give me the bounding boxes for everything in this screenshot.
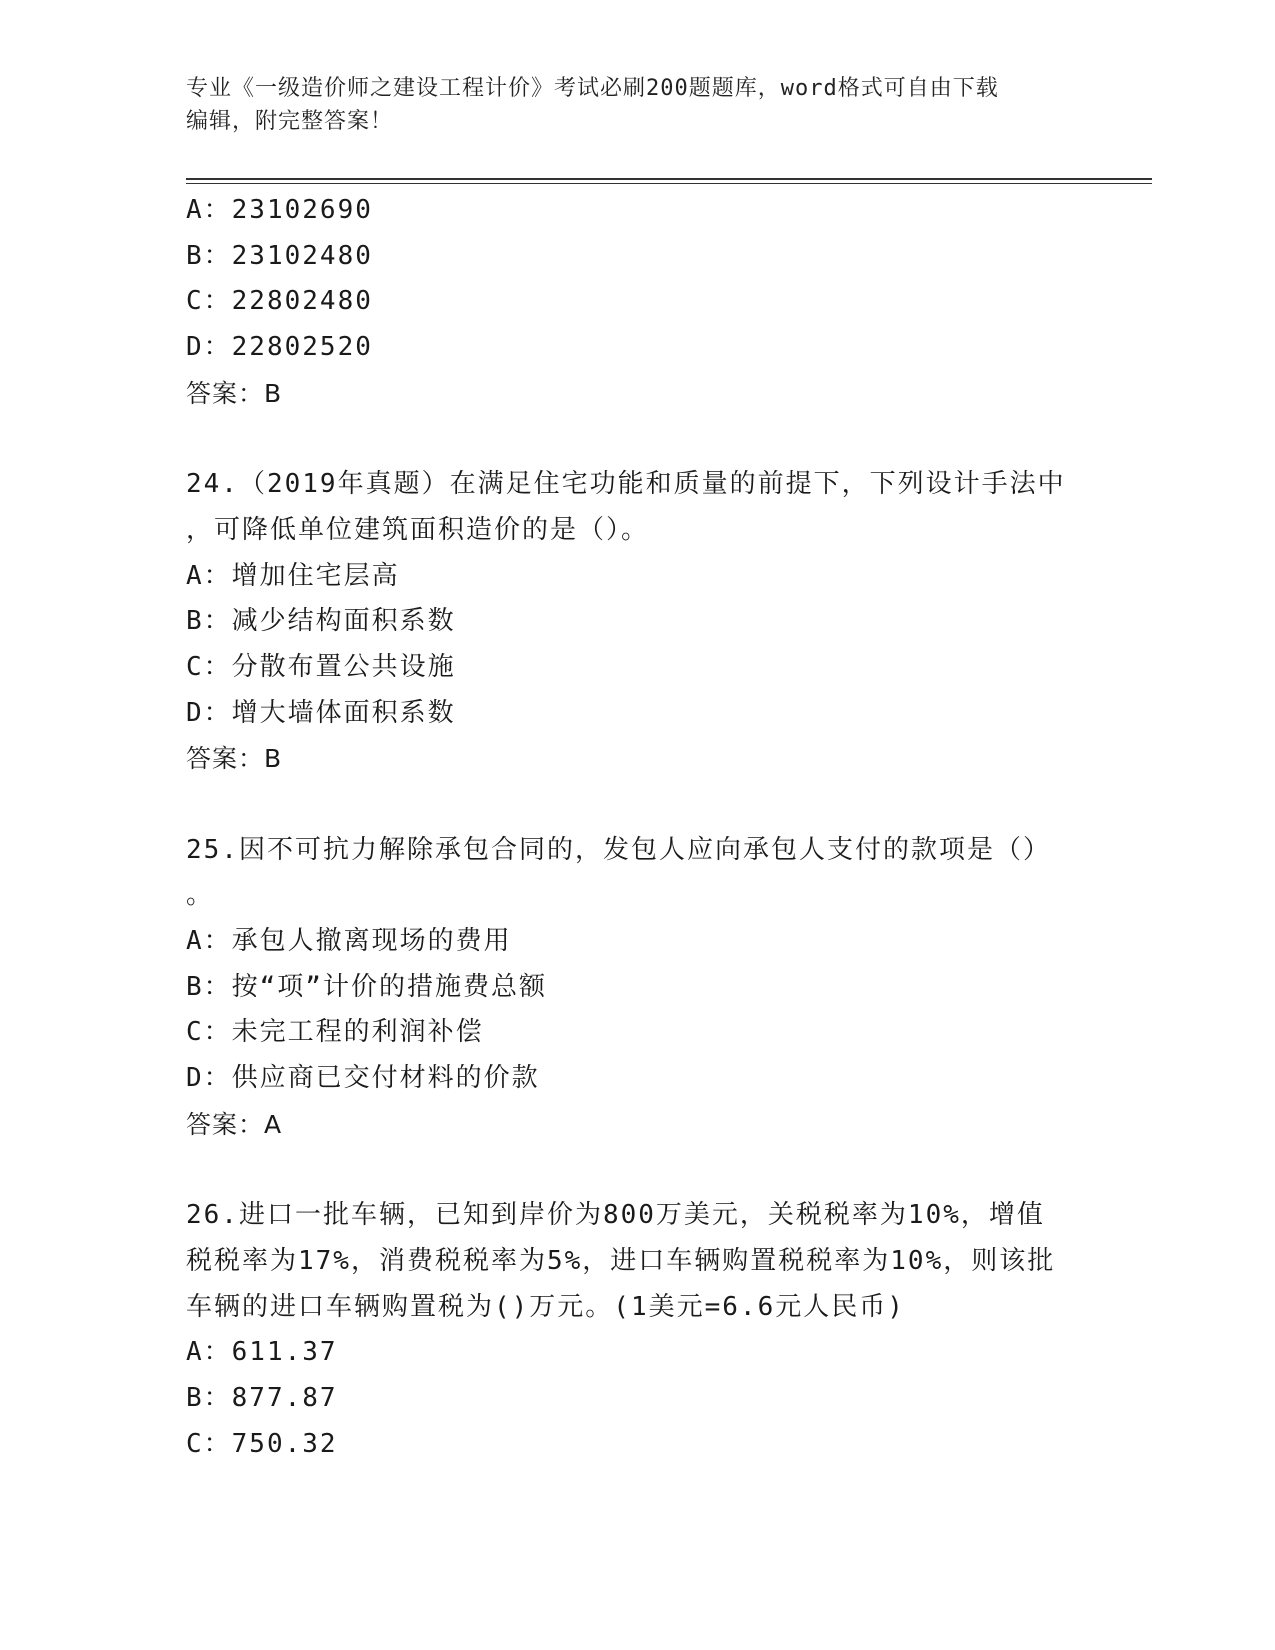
question-23 xyxy=(186,188,1086,416)
q23-option-b: B：23102480 xyxy=(186,240,373,271)
spacer xyxy=(186,782,1086,828)
question-24 xyxy=(186,462,1086,782)
question-content xyxy=(186,188,1086,1467)
header-line-1: 专业《一级造价师之建设工程计价》考试必刷200题题库，word格式可自由下载 xyxy=(186,76,999,101)
q23-option-d: D：22802520 xyxy=(186,332,373,363)
q25-option-d: D：供应商已交付材料的价款 xyxy=(186,1063,540,1094)
q24-option-c: C：分散布置公共设施 xyxy=(186,651,456,682)
q24-option-d: D：增大墙体面积系数 xyxy=(186,697,456,728)
header-rule-thin xyxy=(186,183,1152,184)
q25-option-c: C：未完工程的利润补偿 xyxy=(186,1017,484,1048)
q24-option-a: A：增加住宅层高 xyxy=(186,560,400,591)
q25-option-a: A：承包人撤离现场的费用 xyxy=(186,926,512,956)
q26-stem-line-2: 税税率为17%，消费税税率为5%，进口车辆购置税税率为10%，则该批 xyxy=(186,1245,1056,1276)
q26-option-b: B：877.87 xyxy=(186,1382,338,1413)
q24-answer: 答案：B xyxy=(186,744,283,774)
document-header xyxy=(186,72,1076,138)
q26-option-a: A：611.37 xyxy=(186,1337,338,1368)
q25-stem-line-2: 。 xyxy=(186,880,215,911)
header-line-2: 编辑，附完整答案！ xyxy=(186,109,394,134)
q23-answer: 答案：B xyxy=(186,378,283,408)
q25-answer: 答案：A xyxy=(186,1109,283,1139)
q24-stem-line-1: 24.（2019年真题）在满足住宅功能和质量的前提下，下列设计手法中 xyxy=(186,469,1066,500)
question-26 xyxy=(186,1193,1086,1467)
q24-option-b: B：减少结构面积系数 xyxy=(186,606,456,637)
question-25 xyxy=(186,828,1086,1148)
q23-option-c: C：22802480 xyxy=(186,286,373,317)
spacer xyxy=(186,1147,1086,1193)
q26-stem-line-3: 车辆的进口车辆购置税为()万元。(1美元=6.6元人民币) xyxy=(186,1291,905,1322)
q24-stem-line-2: ，可降低单位建筑面积造价的是（）。 xyxy=(186,514,650,545)
q26-option-c: C：750.32 xyxy=(186,1428,338,1459)
q25-stem-line-1: 25.因不可抗力解除承包合同的，发包人应向承包人支付的款项是（） xyxy=(186,834,1051,865)
header-rule-thick xyxy=(186,178,1152,180)
spacer xyxy=(186,416,1086,462)
q23-option-a: A：23102690 xyxy=(186,195,373,225)
q25-option-b: B：按“项”计价的措施费总额 xyxy=(186,971,547,1002)
q26-stem-line-1: 26.进口一批车辆，已知到岸价为800万美元，关税税率为10%，增值 xyxy=(186,1200,1045,1231)
